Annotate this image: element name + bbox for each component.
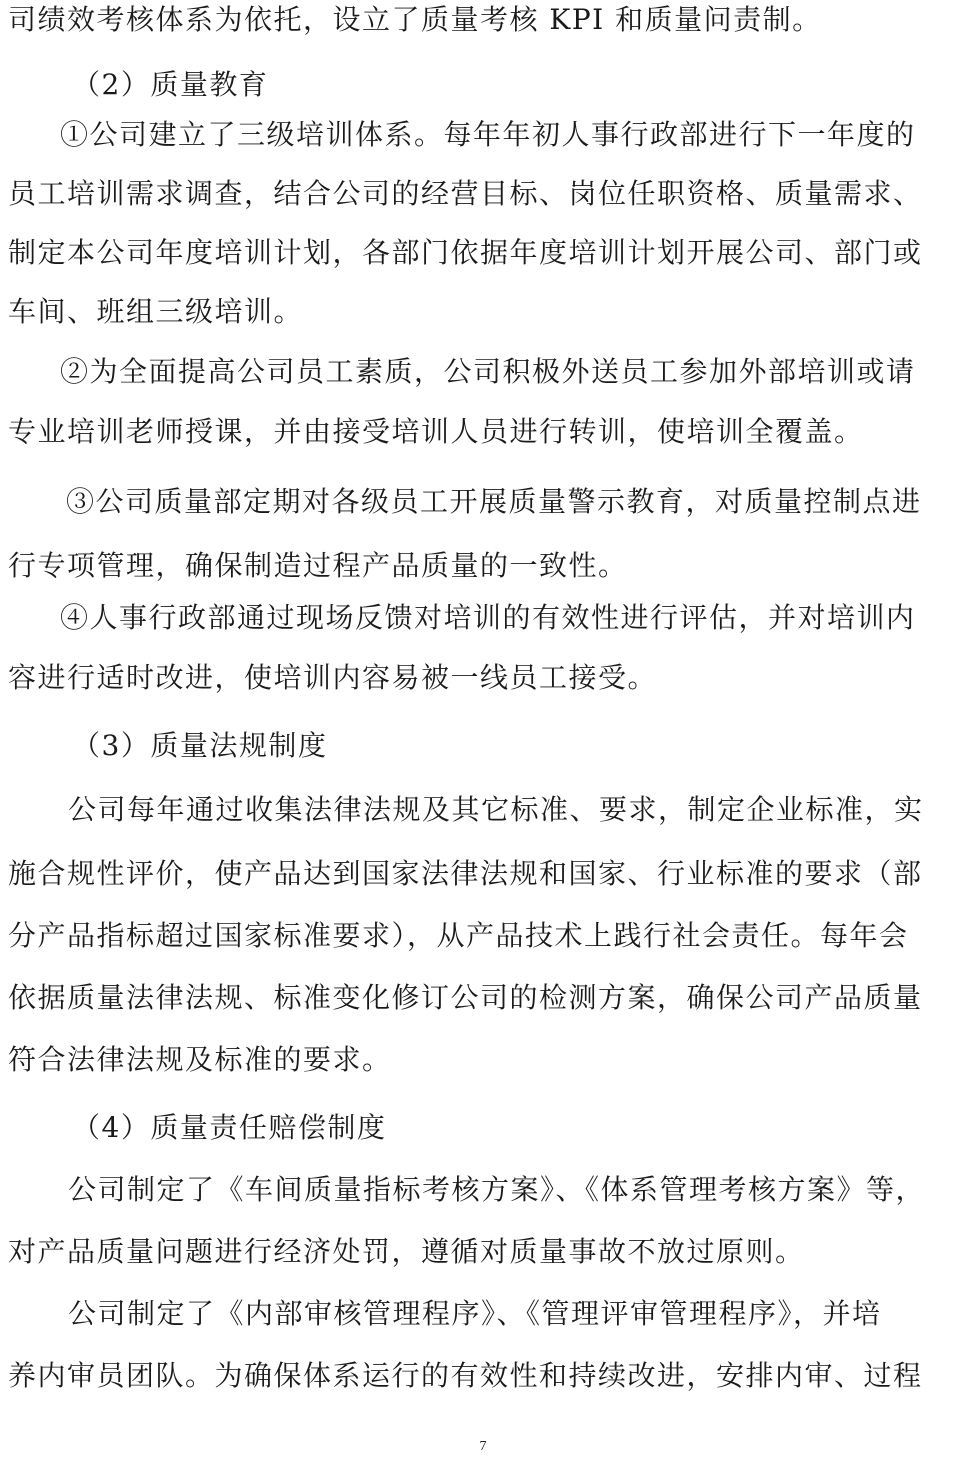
text-line: 施合规性评价，使产品达到国家法律法规和国家、行业标准的要求（部 (8, 857, 923, 890)
text-line: ①公司建立了三级培训体系。每年年初人事行政部进行下一年度的 (60, 118, 916, 151)
text-line: 容进行适时改进，使培训内容易被一线员工接受。 (8, 661, 658, 694)
section-heading: （4）质量责任赔偿制度 (72, 1111, 387, 1144)
text-line: 员工培训需求调查，结合公司的经营目标、岗位任职资格、质量需求、 (8, 177, 923, 210)
text-line: 公司制定了《车间质量指标考核方案》、《体系管理考核方案》等， (68, 1173, 926, 1206)
text-line: 养内审员团队。为确保体系运行的有效性和持续改进，安排内审、过程 (8, 1359, 923, 1392)
text-line: 行专项管理，确保制造过程产品质量的一致性。 (8, 549, 628, 582)
text-line: 依据质量法律法规、标准变化修订公司的检测方案，确保公司产品质量 (8, 981, 923, 1014)
text-line: 公司每年通过收集法律法规及其它标准、要求，制定企业标准，实 (68, 793, 924, 826)
text-line: 公司制定了《内部审核管理程序》、《管理评审管理程序》，并培 (68, 1297, 882, 1330)
text-line: 对产品质量问题进行经济处罚，遵循对质量事故不放过原则。 (8, 1235, 805, 1268)
text-line: 符合法律法规及标准的要求。 (8, 1043, 392, 1076)
text-line: 司绩效考核体系为依托，设立了质量考核 KPI 和质量问责制。 (8, 3, 822, 36)
text-line: ④人事行政部通过现场反馈对培训的有效性进行评估，并对培训内 (60, 601, 916, 634)
text-line: ②为全面提高公司员工素质，公司积极外送员工参加外部培训或请 (60, 355, 916, 388)
text-line: ③公司质量部定期对各级员工开展质量警示教育，对质量控制点进 (66, 485, 922, 518)
text-line: 制定本公司年度培训计划，各部门依据年度培训计划开展公司、部门或 (8, 236, 923, 269)
section-heading: （2）质量教育 (72, 68, 269, 101)
text-line: 专业培训老师授课，并由接受培训人员进行转训，使培训全覆盖。 (8, 415, 864, 448)
text-line: 分产品指标超过国家标准要求），从产品技术上践行社会责任。每年会 (8, 919, 909, 952)
section-heading: （3）质量法规制度 (72, 729, 328, 762)
page-number: 7 (479, 1439, 487, 1454)
text-line: 车间、班组三级培训。 (8, 295, 304, 328)
